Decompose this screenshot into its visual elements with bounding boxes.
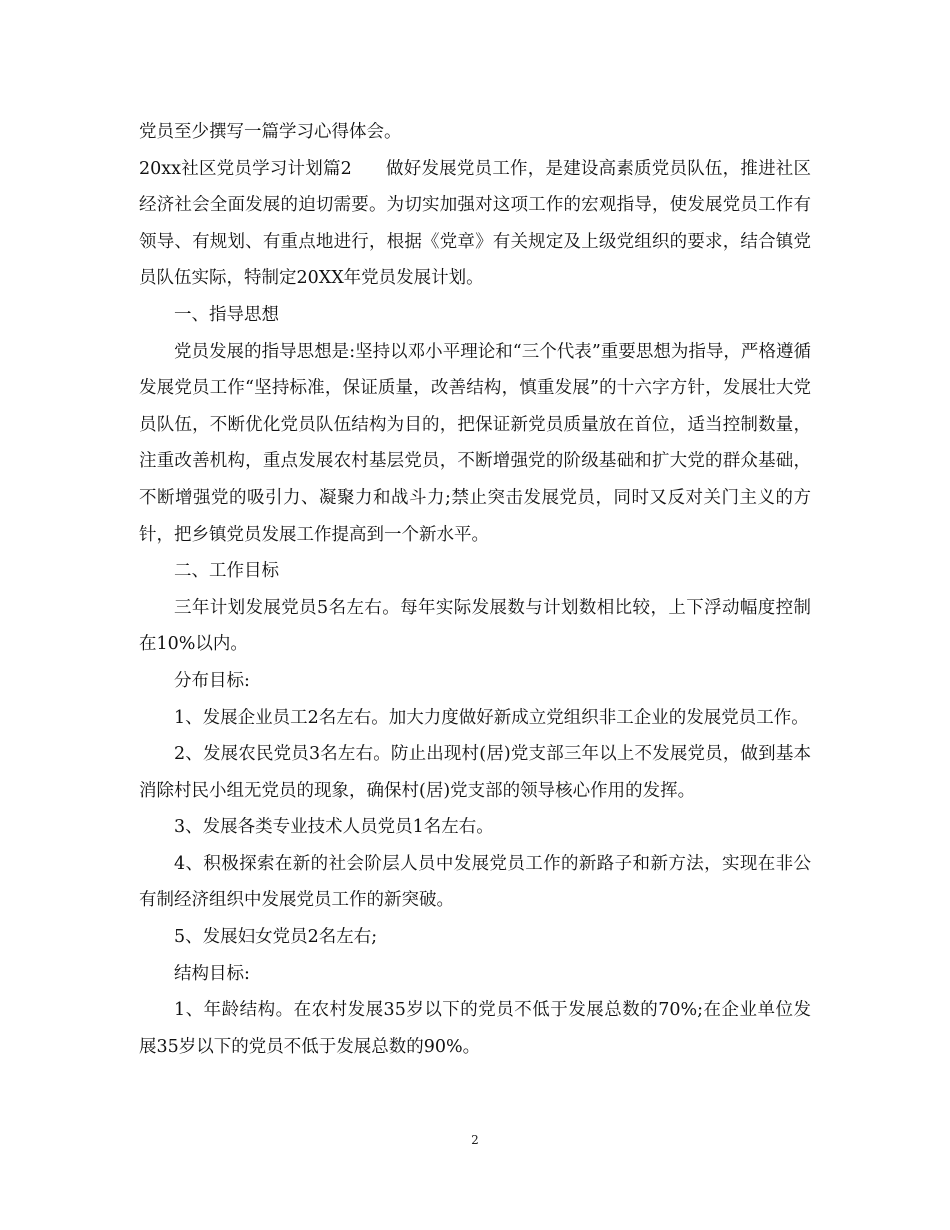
paragraph-text: 做好发展党员工作，是建设高素质党员队伍，推进社区经济社会全面发展的迫切需要。为切实加强对这项工作的宏观指导，使发展党员工作有领导、有规划、有重点地进行，根据《党章》有关规定及上级党组织的要求，结合镇党员队伍实际，特制定20XX年党员发展计划。 xyxy=(139,158,812,289)
section-title: 二、工作目标 xyxy=(174,561,279,582)
paragraph: 三年计划发展党员5名左右。每年实际发展数与计划数相比较，上下浮动幅度控制在10%以内。 xyxy=(139,597,811,655)
section-heading: 20xx社区党员学习计划篇2 xyxy=(139,158,352,179)
list-item: 1、发展企业员工2名左右。加大力度做好新成立党组织非工企业的发展党员工作。 xyxy=(174,707,809,728)
paragraph: 党员至少撰写一篇学习心得体会。 xyxy=(139,122,402,142)
list-item: 3、发展各类专业技术人员党员1名左右。 xyxy=(174,817,494,838)
document-body xyxy=(139,114,811,1065)
subheading: 结构目标: xyxy=(174,963,250,984)
list-item: 1、年龄结构。在农村发展35岁以下的党员不低于发展总数的70%;在企业单位发展35岁以下的党员不低于发展总数的90%。 xyxy=(139,1000,811,1057)
section-title: 一、指导思想 xyxy=(174,304,279,325)
list-item: 5、发展妇女党员2名左右; xyxy=(174,927,378,948)
subheading: 分布目标: xyxy=(174,670,250,691)
paragraph: 党员发展的指导思想是:坚持以邓小平理论和“三个代表”重要思想为指导，严格遵循发展党员工作“坚持标准，保证质量，改善结构，慎重发展”的十六字方针，发展壮大党员队伍，不断优化党员队伍结构为目的，把保证新党员质量放在首位，适当控制数量，注重改善机构，重点发展农村基层党员，不断增强党的阶级基础和扩大党的群众基础，不断增强党的吸引力、凝聚力和战斗力;禁止突击发展党员，同时又反对关门主义的方针，把乡镇党员发展工作提高到一个新水平。 xyxy=(139,341,811,545)
list-item: 4、积极探索在新的社会阶层人员中发展党员工作的新路子和新方法，实现在非公有制经济组织中发展党员工作的新突破。 xyxy=(139,853,811,911)
list-item: 2、发展农民党员3名左右。防止出现村(居)党支部三年以上不发展党员，做到基本消除村民小组无党员的现象，确保村(居)党支部的领导核心作用的发挥。 xyxy=(139,744,811,801)
paragraph-with-heading xyxy=(139,151,811,297)
page-number: 2 xyxy=(471,1133,479,1147)
